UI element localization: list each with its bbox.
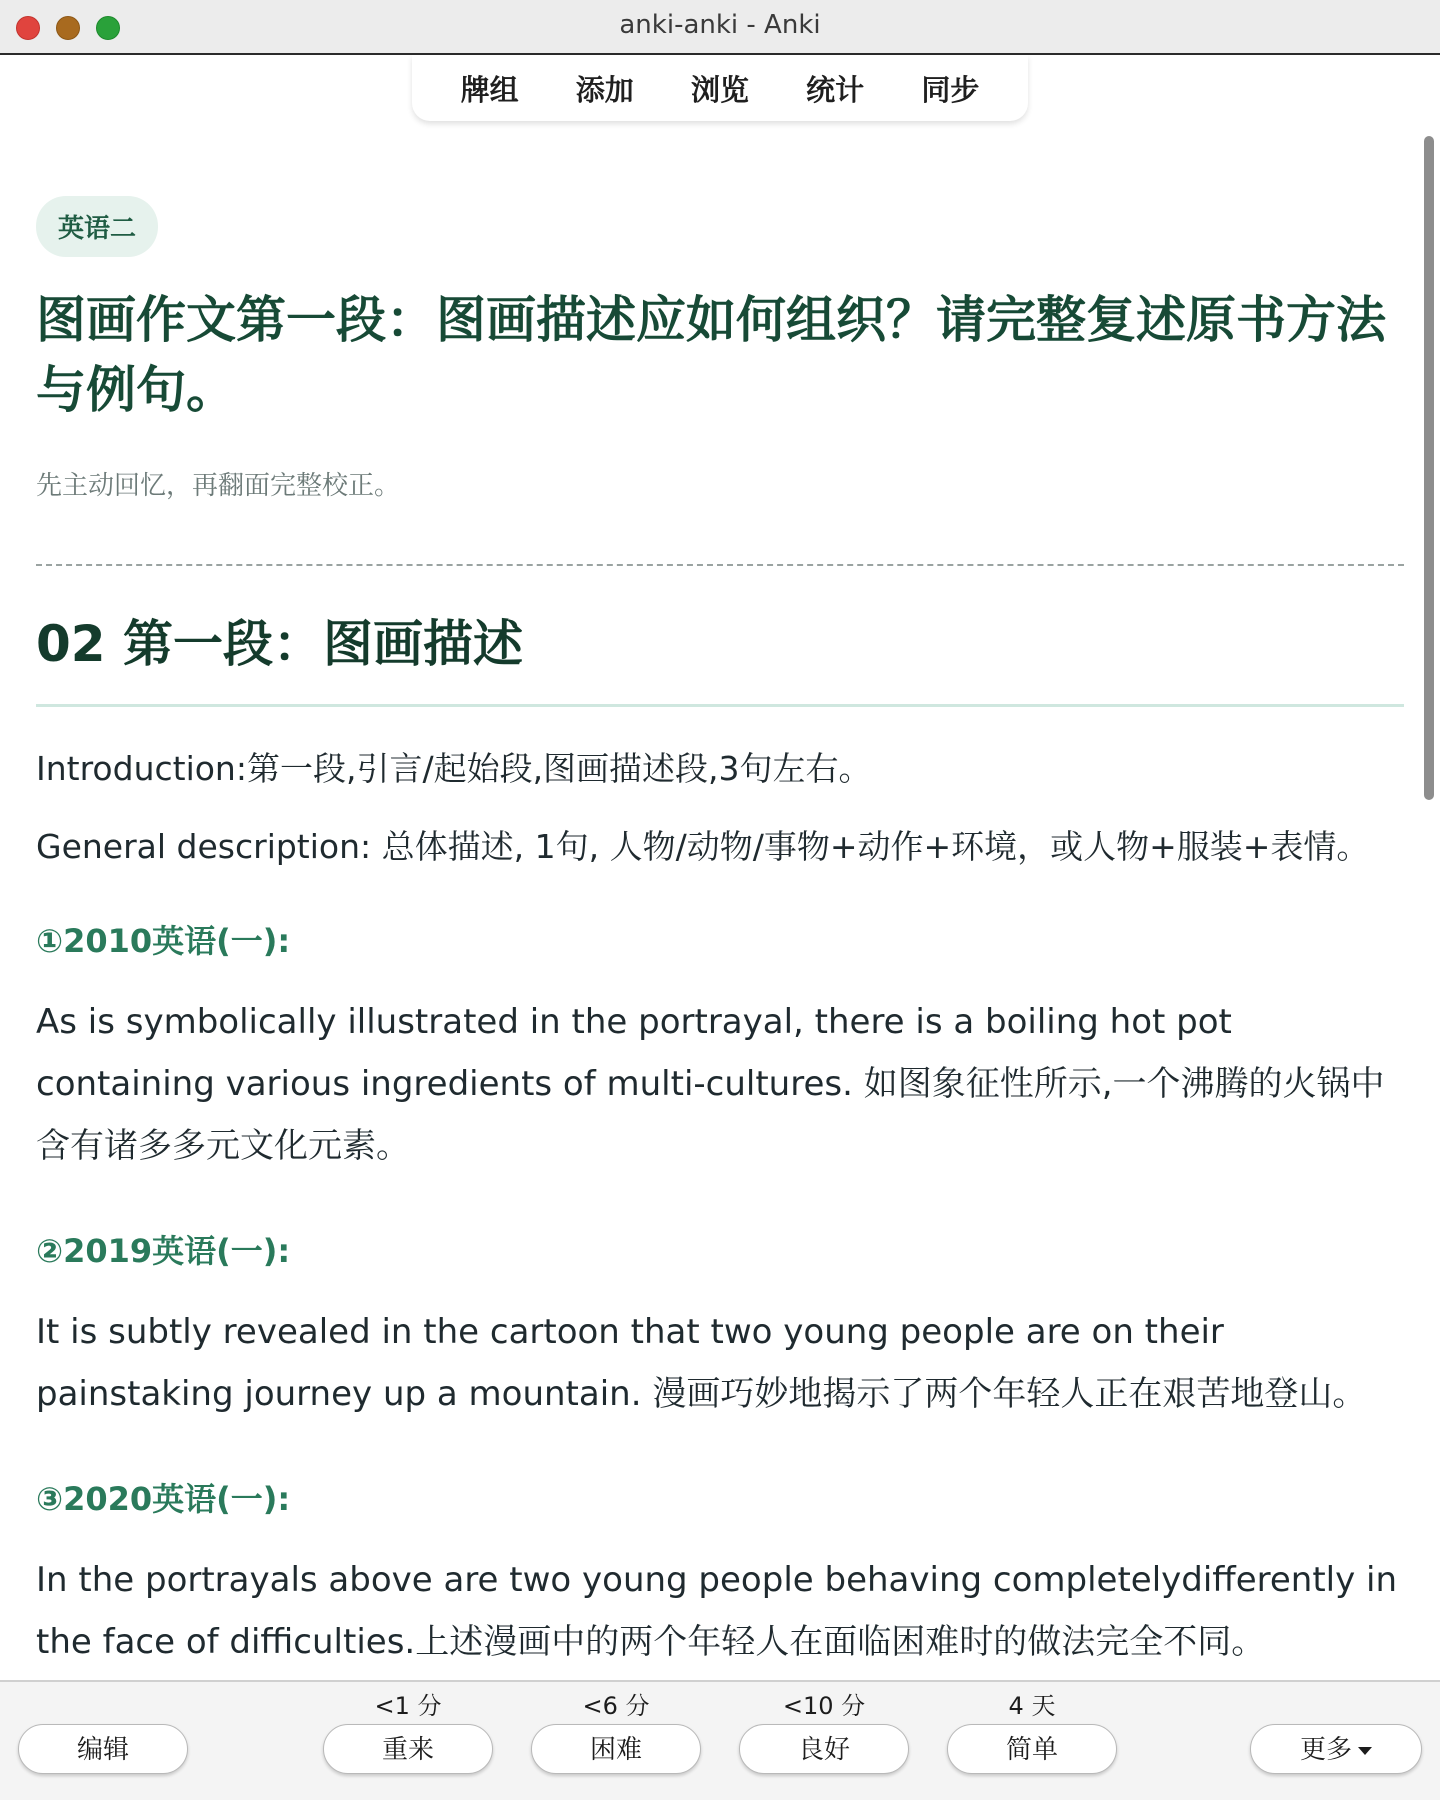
card-hint: 先主动回忆，再翻面完整校正。: [36, 471, 401, 501]
example-text: It is subtly revealed in the cartoon that two young people are on their painstaking journey up a mountain. 漫画巧妙地揭示了两个年轻人正在艰苦地登山。: [36, 1312, 1367, 1414]
answer-divider: [36, 564, 1404, 566]
toolbar-browse[interactable]: 浏览: [690, 72, 749, 107]
example-text: As is symbolically illustrated in the portrayal, there is a boiling hot pot containing various ingredients of multi-cultures. 如图象征性所示,一个沸腾的火锅中含有诸多多元文化元素。: [36, 1002, 1385, 1166]
toolbar-decks[interactable]: 牌组: [460, 72, 519, 107]
section-title: 02 第一段：图画描述: [36, 615, 523, 673]
more-button[interactable]: [1250, 1724, 1422, 1774]
main-toolbar: [412, 55, 1028, 121]
general-text: General description: 总体描述, 1句, 人物/动物/事物+动作+环境，或人物+服装+表情。: [36, 827, 1370, 866]
easy-interval: 4 天: [1008, 1692, 1056, 1720]
example-title: ③2020英语(一):: [36, 1480, 291, 1518]
hard-interval: <6 分: [582, 1692, 650, 1720]
card-content: [36, 196, 1404, 1673]
title-bar: [0, 0, 1440, 55]
section-rule: [36, 704, 1404, 707]
deck-badge: 英语二: [36, 196, 158, 257]
example-title: ②2019英语(一):: [36, 1232, 291, 1270]
intro-text: Introduction:第一段,引言/起始段,图画描述段,3句左右。: [36, 749, 872, 788]
toolbar-add[interactable]: 添加: [575, 72, 634, 107]
scrollbar-thumb[interactable]: [1424, 136, 1434, 800]
window-title: anki-anki - Anki: [619, 10, 821, 40]
example-title: ①2010英语(一):: [36, 922, 291, 960]
good-button[interactable]: 良好: [739, 1724, 909, 1774]
good-interval: <10 分: [782, 1692, 866, 1720]
easy-button[interactable]: 简单: [947, 1724, 1117, 1774]
review-bottom-bar: [0, 1680, 1440, 1800]
more-button-label: 更多: [1299, 1735, 1352, 1765]
again-interval: <1 分: [374, 1692, 442, 1720]
toolbar-sync[interactable]: 同步: [921, 72, 980, 107]
edit-button[interactable]: 编辑: [18, 1724, 188, 1774]
card-question: 图画作文第一段：图画描述应如何组织？请完整复述原书方法与例句。: [36, 291, 1386, 419]
hard-button[interactable]: 困难: [531, 1724, 701, 1774]
example-text: In the portrayals above are two young people behaving completelydifferently in the face of difficulties.上述漫画中的两个年轻人在面临困难时的做法完全不同。: [36, 1560, 1398, 1662]
toolbar-stats[interactable]: 统计: [806, 72, 865, 107]
again-button[interactable]: 重来: [323, 1724, 493, 1774]
caret-down-icon: [1358, 1747, 1372, 1755]
